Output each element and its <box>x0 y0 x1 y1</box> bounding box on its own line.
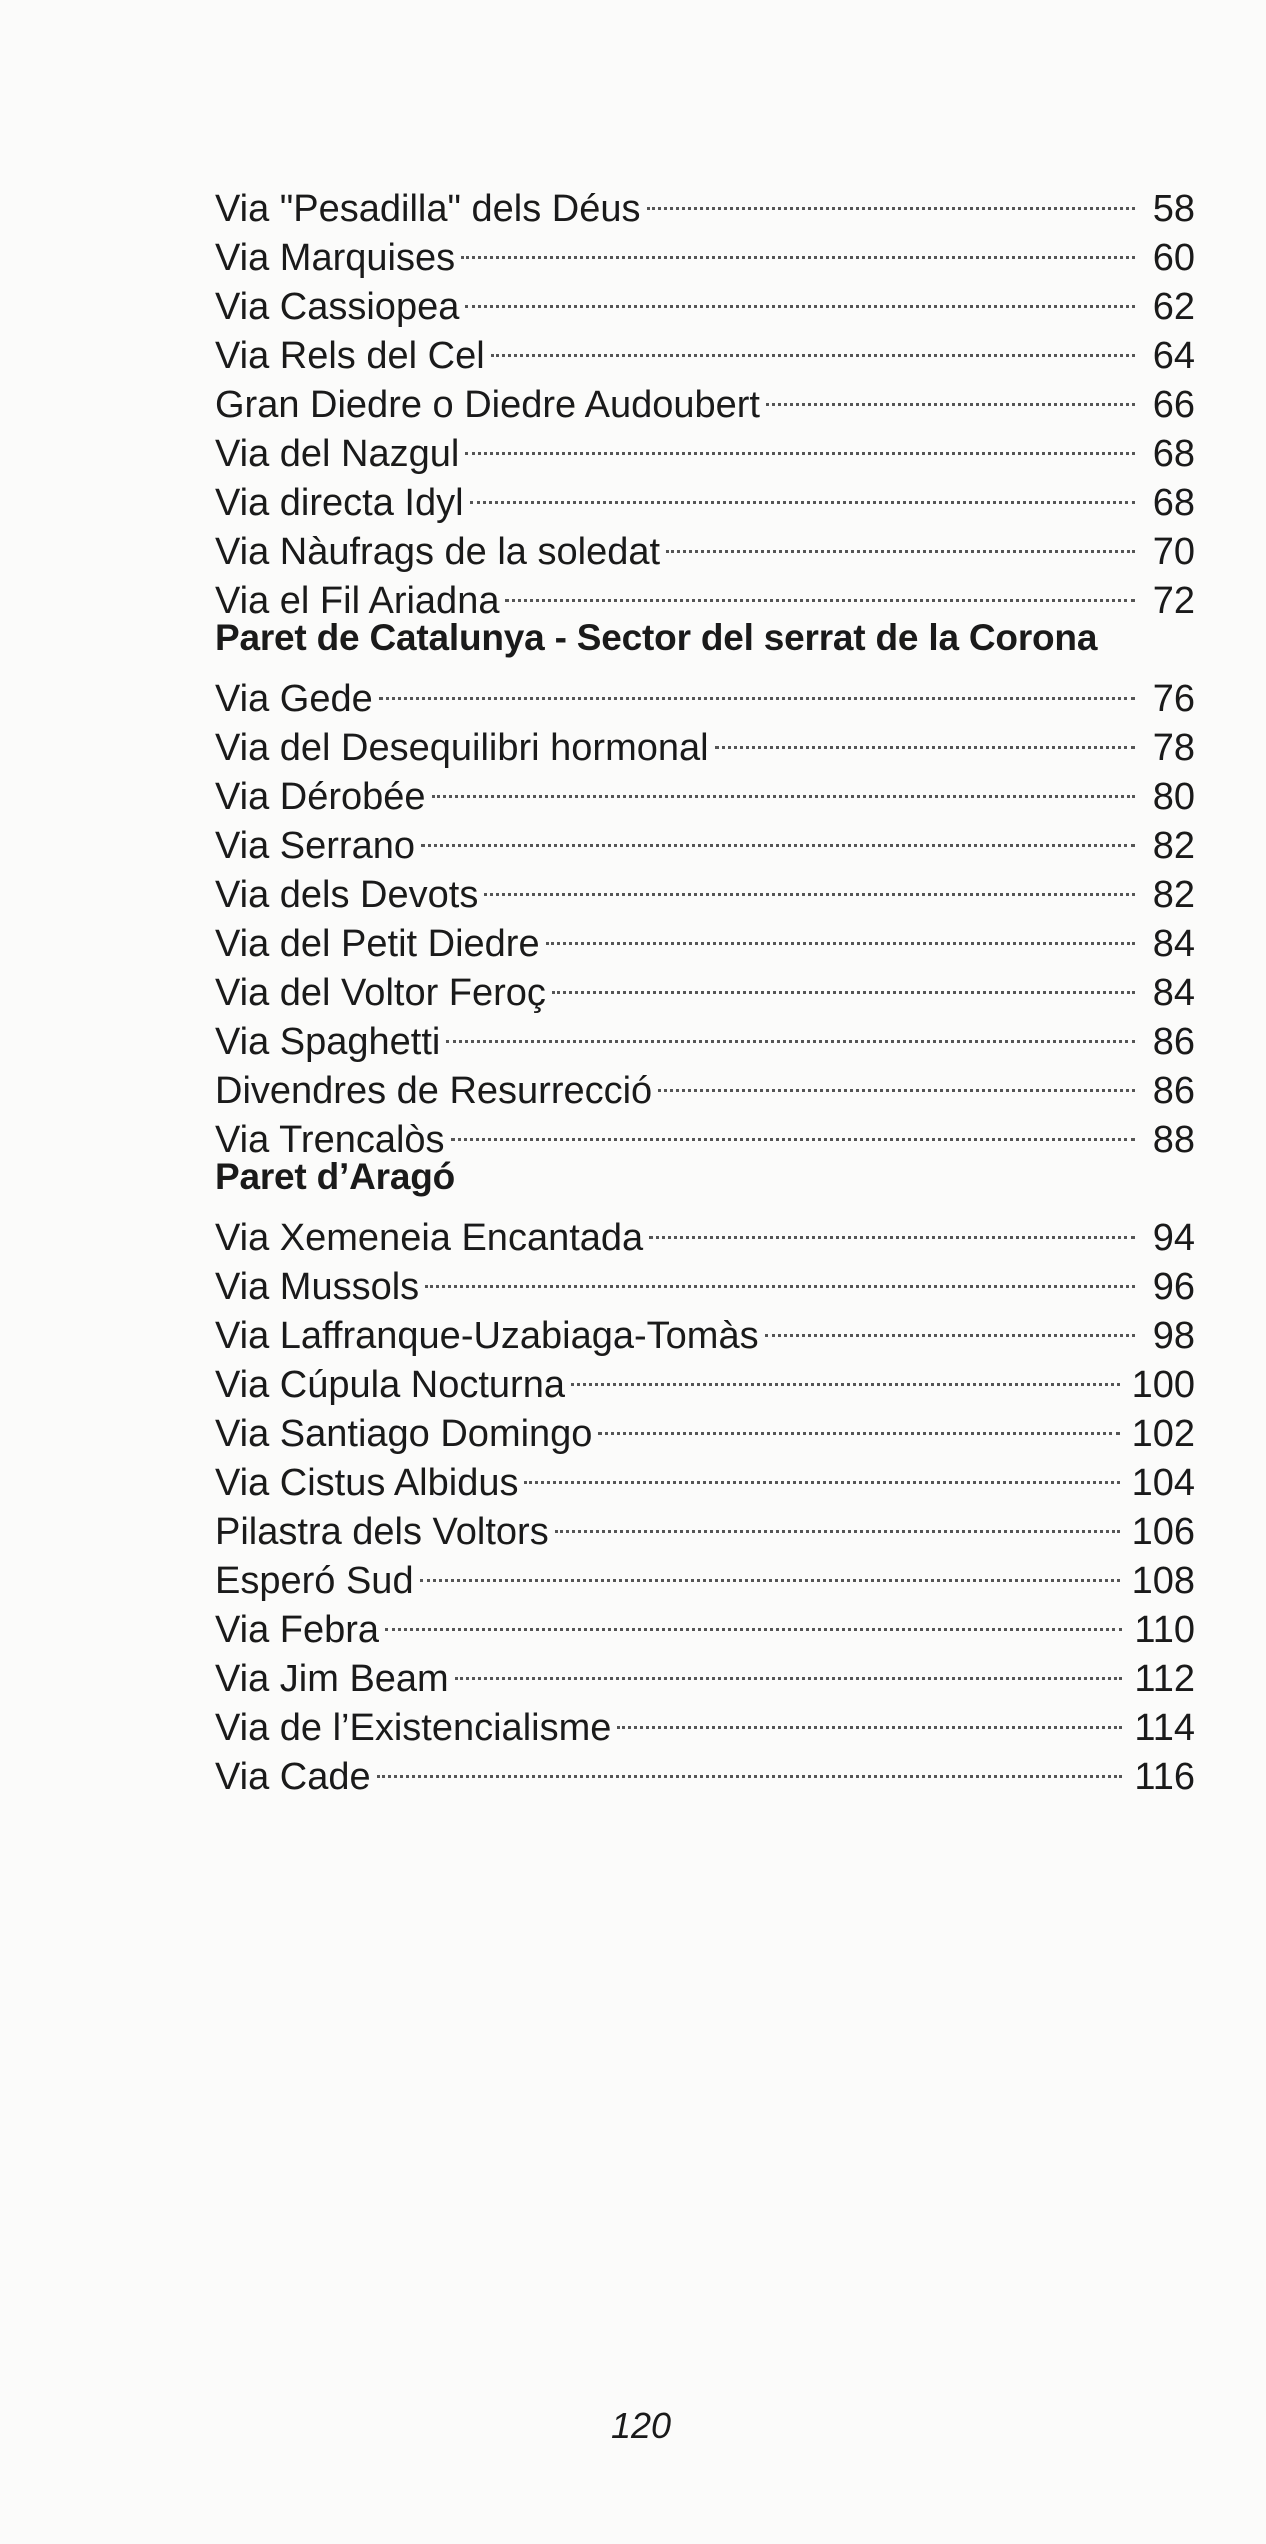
toc-entry-page: 66 <box>1152 384 1195 426</box>
toc-entry-page: 104 <box>1131 1462 1195 1504</box>
toc-entry-page: 82 <box>1152 874 1195 916</box>
dot-leader <box>465 270 1135 319</box>
dot-leader <box>658 1054 1135 1103</box>
toc-entry-page: 84 <box>1152 923 1195 965</box>
toc-entry-title: Via Cistus Albidus <box>215 1462 519 1504</box>
toc-entry-page: 100 <box>1131 1364 1195 1406</box>
toc-entry-title: Via Marquises <box>215 237 456 279</box>
toc-entry-page: 86 <box>1152 1070 1195 1112</box>
toc-entry-title: Via Rels del Cel <box>215 335 485 377</box>
dot-leader <box>461 221 1135 270</box>
toc-entry-page: 62 <box>1152 286 1195 328</box>
toc-entry-title: Via de l’Existencialisme <box>215 1707 612 1749</box>
dot-leader <box>491 319 1135 368</box>
dot-leader <box>666 515 1135 564</box>
dot-leader <box>451 1103 1135 1152</box>
toc-entry-page: 88 <box>1152 1119 1195 1161</box>
toc-entry-page: 60 <box>1152 237 1195 279</box>
dot-leader <box>420 1544 1120 1593</box>
toc-entry-page: 78 <box>1152 727 1195 769</box>
dot-leader <box>425 1250 1135 1299</box>
toc-entry-page: 86 <box>1152 1021 1195 1063</box>
dot-leader <box>470 466 1135 515</box>
toc-entry-page: 80 <box>1152 776 1195 818</box>
toc-entry-page: 110 <box>1134 1609 1195 1651</box>
page-number: 120 <box>610 2405 672 2446</box>
toc-entry-title: Via Febra <box>215 1609 380 1651</box>
toc-entry-title: Via Gede <box>215 678 373 720</box>
dot-leader <box>379 662 1135 711</box>
dot-leader <box>524 1446 1119 1495</box>
toc-entry <box>215 662 1195 720</box>
dot-leader <box>421 809 1135 858</box>
toc-entry-page: 96 <box>1152 1266 1195 1308</box>
toc-entry-title: Via Cúpula Nocturna <box>215 1364 565 1406</box>
toc-entry-title: Via del Voltor Feroç <box>215 972 546 1014</box>
toc-entry-title: Via Cade <box>215 1756 371 1798</box>
dot-leader <box>617 1691 1122 1740</box>
dot-leader <box>377 1740 1123 1789</box>
toc-entry-title: Via Jim Beam <box>215 1658 449 1700</box>
toc-entry-page: 106 <box>1131 1511 1195 1553</box>
toc-entry-title: Via Santiago Domingo <box>215 1413 593 1455</box>
toc-entry-title: Via Mussols <box>215 1266 420 1308</box>
toc-entry-title: Via el Fil Ariadna <box>215 580 500 622</box>
toc-entry-title: Via Laffranque-Uzabiaga-Tomàs <box>215 1315 759 1357</box>
dot-leader <box>546 907 1135 956</box>
toc-entry-title: Via Trencalòs <box>215 1119 445 1161</box>
toc-entry-title: Via dels Devots <box>215 874 479 916</box>
dot-leader <box>766 368 1135 417</box>
toc-entry-page: 102 <box>1131 1413 1195 1455</box>
toc-entry-title: Via Cassiopea <box>215 286 460 328</box>
toc-entry-page: 108 <box>1131 1560 1195 1602</box>
dot-leader <box>571 1348 1120 1397</box>
toc-entry <box>215 172 1195 230</box>
table-of-contents <box>215 172 1195 1798</box>
dot-leader <box>505 564 1135 613</box>
toc-entry-title: Via Xemeneia Encantada <box>215 1217 644 1259</box>
toc-entry-page: 84 <box>1152 972 1195 1014</box>
toc-entry-page: 64 <box>1152 335 1195 377</box>
toc-entry-title: Via del Desequilibri hormonal <box>215 727 709 769</box>
toc-entry-title: Via directa Idyl <box>215 482 464 524</box>
toc-entry-title: Via Nàufrags de la soledat <box>215 531 661 573</box>
dot-leader <box>455 1642 1123 1691</box>
toc-entry-page: 68 <box>1152 433 1195 475</box>
toc-entry-page: 112 <box>1134 1658 1195 1700</box>
toc-entry <box>215 1201 1195 1259</box>
dot-leader <box>465 417 1135 466</box>
toc-entry-title: Esperó Sud <box>215 1560 414 1602</box>
toc-entry-page: 68 <box>1152 482 1195 524</box>
section-heading: Paret d’Aragó <box>215 1156 456 1197</box>
toc-entry-page: 94 <box>1152 1217 1195 1259</box>
toc-entry-page: 98 <box>1152 1315 1195 1357</box>
dot-leader <box>552 956 1135 1005</box>
toc-entry-page: 76 <box>1152 678 1195 720</box>
toc-entry-page: 70 <box>1152 531 1195 573</box>
toc-entry-title: Divendres de Resurrecció <box>215 1070 653 1112</box>
toc-entry-title: Via Dérobée <box>215 776 426 818</box>
dot-leader <box>765 1299 1135 1348</box>
toc-entry-page: 72 <box>1152 580 1195 622</box>
toc-entry-title: Pilastra dels Voltors <box>215 1511 549 1553</box>
dot-leader <box>598 1397 1119 1446</box>
dot-leader <box>432 760 1135 809</box>
dot-leader <box>446 1005 1135 1054</box>
dot-leader <box>647 172 1135 221</box>
toc-entry-title: Via del Petit Diedre <box>215 923 540 965</box>
dot-leader <box>715 711 1135 760</box>
toc-entry-page: 116 <box>1134 1756 1195 1798</box>
toc-entry-page: 114 <box>1134 1707 1195 1749</box>
toc-entry-title: Via "Pesadilla" dels Déus <box>215 188 641 230</box>
toc-entry-title: Gran Diedre o Diedre Audoubert <box>215 384 760 426</box>
toc-entry-title: Via Spaghetti <box>215 1021 441 1063</box>
dot-leader <box>649 1201 1135 1250</box>
toc-entry-title: Via Serrano <box>215 825 415 867</box>
dot-leader <box>385 1593 1122 1642</box>
toc-entry-page: 58 <box>1152 188 1195 230</box>
toc-entry-title: Via del Nazgul <box>215 433 460 475</box>
dot-leader <box>484 858 1135 907</box>
dot-leader <box>555 1495 1120 1544</box>
section-heading: Paret de Catalunya - Sector del serrat de la Corona <box>215 617 1098 658</box>
toc-entry-page: 82 <box>1152 825 1195 867</box>
